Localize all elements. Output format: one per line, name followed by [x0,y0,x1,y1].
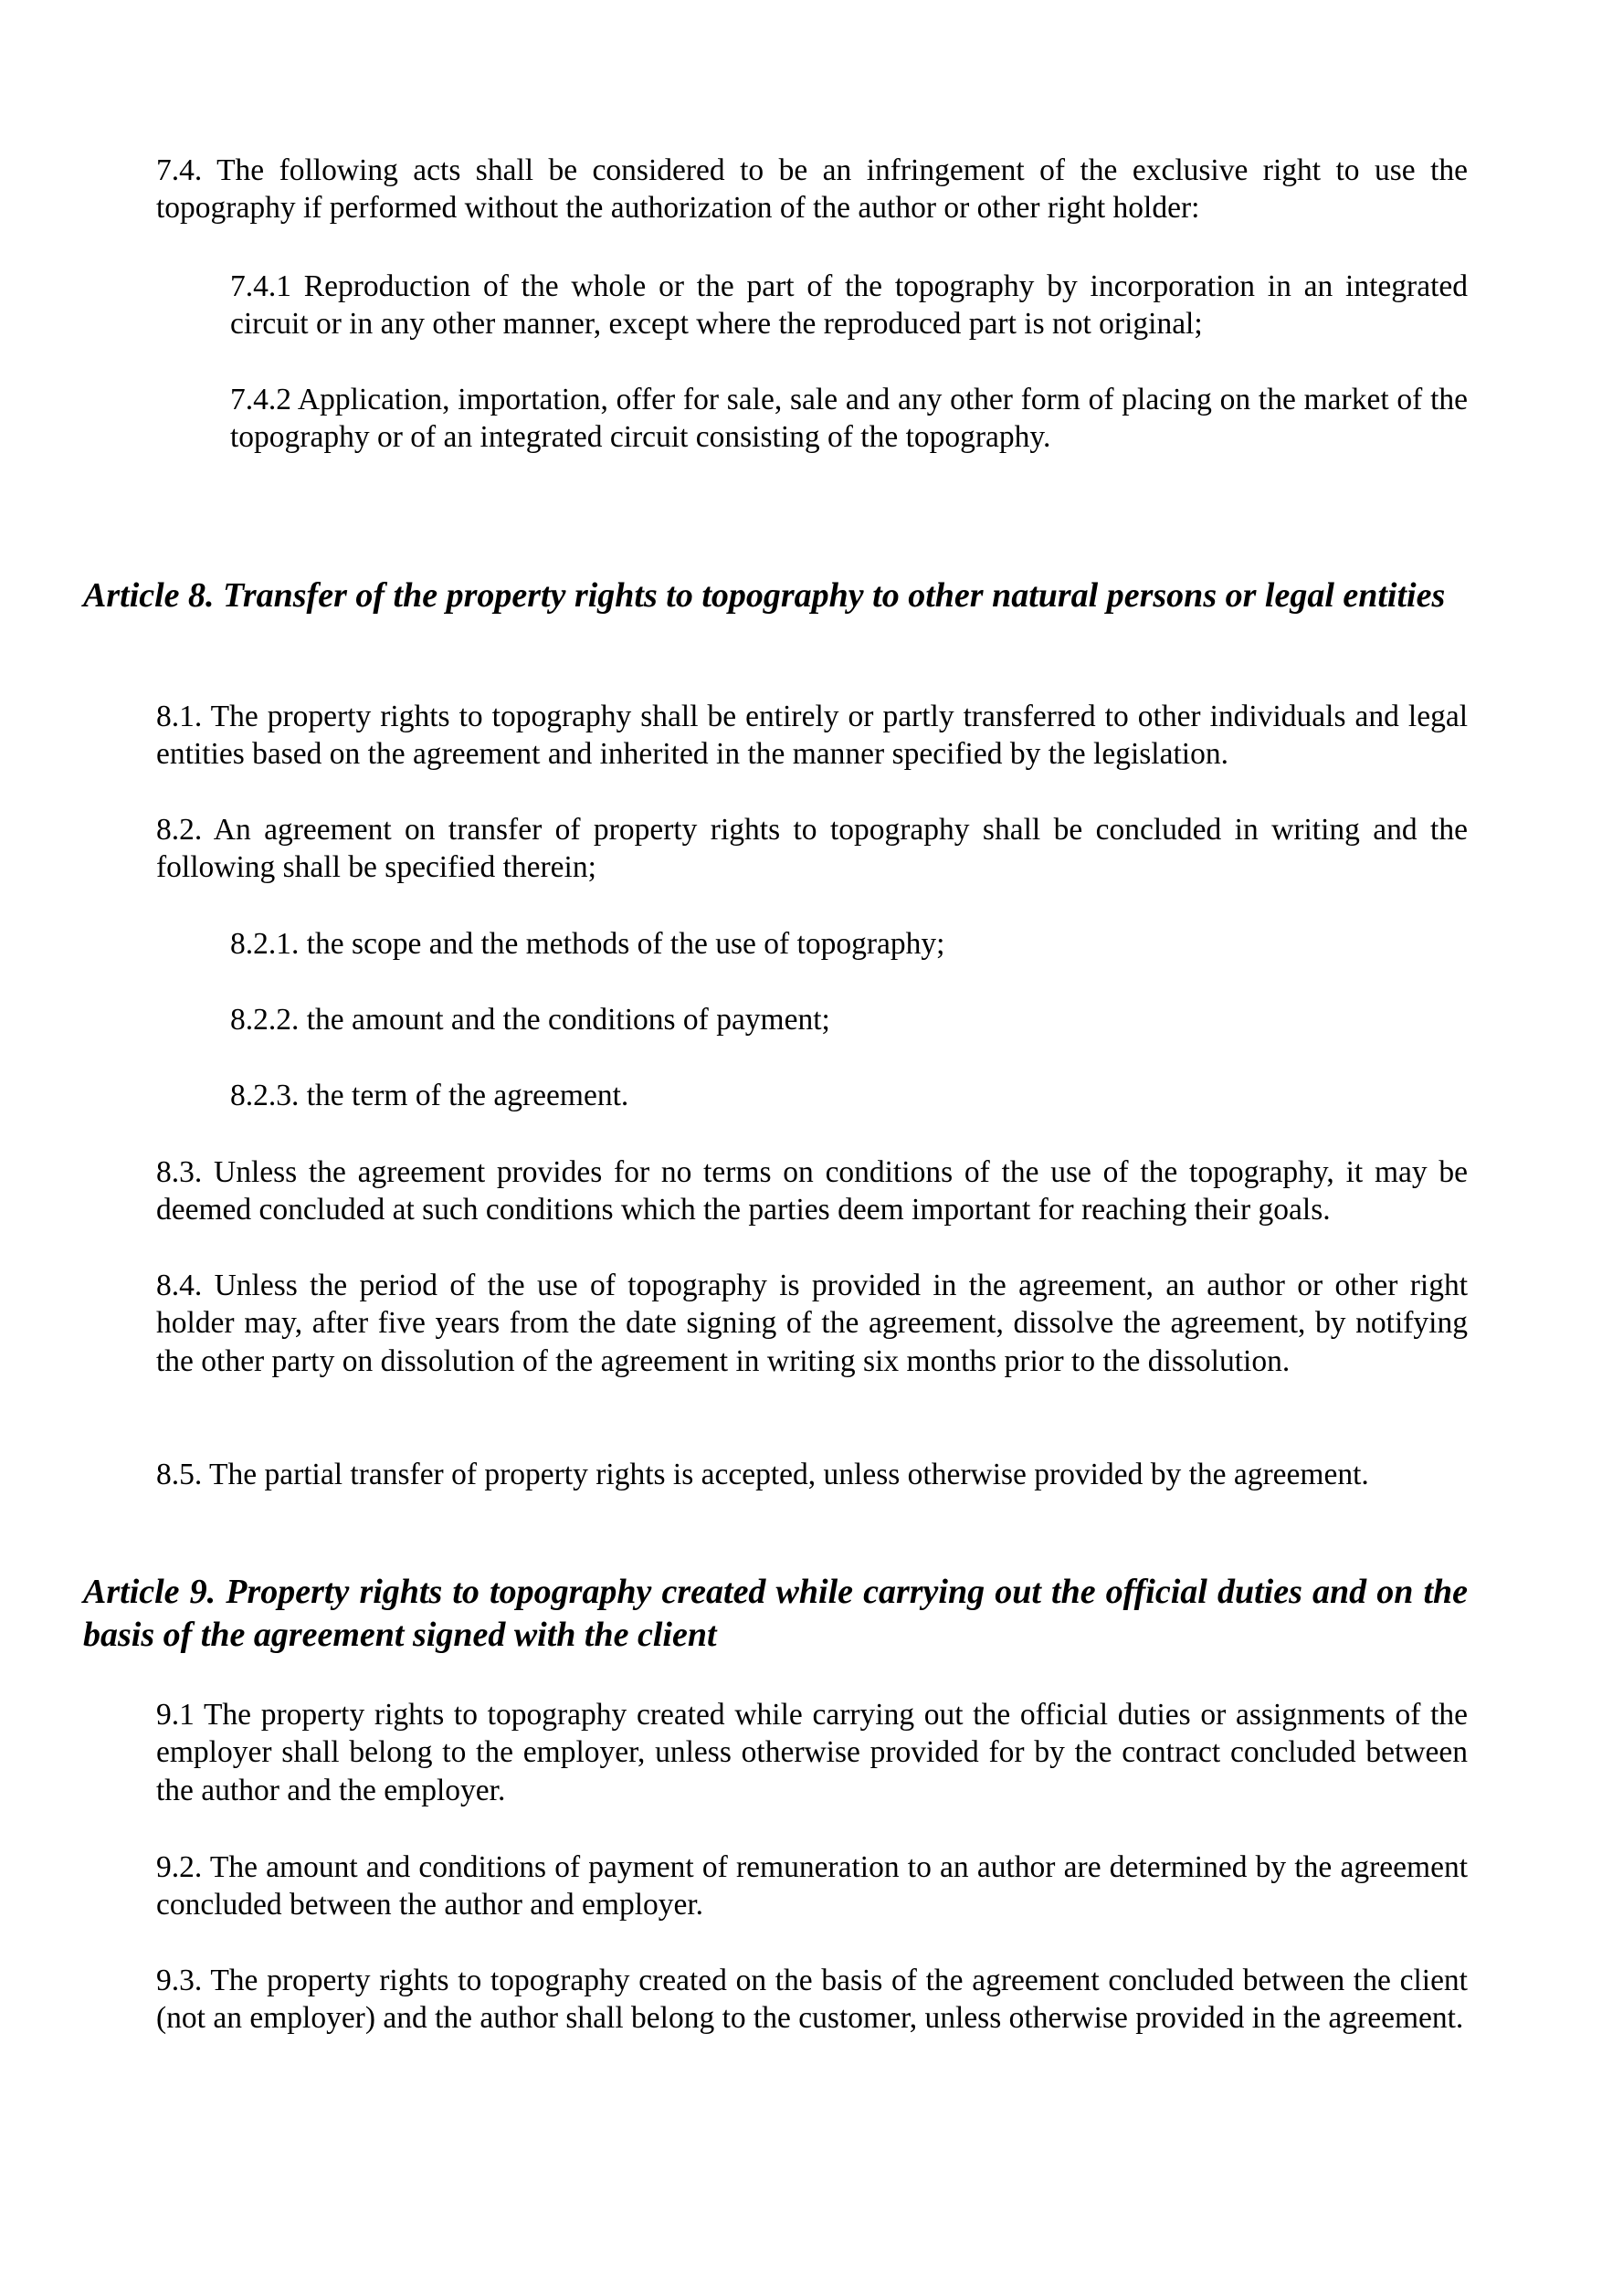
paragraph-9-2: 9.2. The amount and conditions of payment of remuneration to an author are determined by the agreement concluded between the author and employer. [156,1850,1468,1922]
paragraph-8-2-3: 8.2.3. the term of the agreement. [230,1079,629,1112]
paragraph-8-2-2: 8.2.2. the amount and the conditions of payment; [230,1003,830,1037]
paragraph-7-4: 7.4. The following acts shall be considered to be an infringement of the exclusive right to use the topography if performed without the authorization of the author or other right holder: [156,153,1468,226]
paragraph-8-1: 8.1. The property rights to topography shall be entirely or partly transferred to other individuals and legal entities based on the agreement and inherited in the manner specified by the legislation. [156,700,1468,772]
paragraph-7-4-1: 7.4.1 Reproduction of the whole or the part of the topography by incorporation in an integrated circuit or in any other manner, except where the reproduced part is not original; [230,269,1468,342]
paragraph-8-3: 8.3. Unless the agreement provides for no terms on conditions of the use of the topography, it may be deemed concluded at such conditions which the parties deem important for reaching their goals. [156,1155,1468,1227]
paragraph-9-1: 9.1 The property rights to topography created while carrying out the official duties or assignments of the employer shall belong to the employer, unless otherwise provided for by the contract concluded between the author and the employer. [156,1698,1468,1807]
paragraph-8-5: 8.5. The partial transfer of property rights is accepted, unless otherwise provided by the agreement. [156,1458,1369,1491]
paragraph-8-2: 8.2. An agreement on transfer of property rights to topography shall be concluded in writing and the following shall be specified therein; [156,813,1468,885]
article-8-heading: Article 8. Transfer of the property rights to topography to other natural persons or legal entities [83,576,1446,615]
paragraph-8-4: 8.4. Unless the period of the use of topography is provided in the agreement, an author or other right holder may, after five years from the date signing of the agreement, dissolve the agreement, by notifying the other party on dissolution of the agreement in writing six months prior to the dissolution. [156,1269,1468,1378]
paragraph-9-3: 9.3. The property rights to topography created on the basis of the agreement concluded between the client (not an employer) and the author shall belong to the customer, unless otherwise provided in the agreement. [156,1964,1468,2036]
paragraph-7-4-2: 7.4.2 Application, importation, offer for sale, sale and any other form of placing on the market of the topography or of an integrated circuit consisting of the topography. [230,383,1468,455]
article-9-heading: Article 9. Property rights to topography created while carrying out the official duties and on the basis of the agreement signed with the client [83,1573,1468,1654]
paragraph-8-2-1: 8.2.1. the scope and the methods of the use of topography; [230,927,945,961]
